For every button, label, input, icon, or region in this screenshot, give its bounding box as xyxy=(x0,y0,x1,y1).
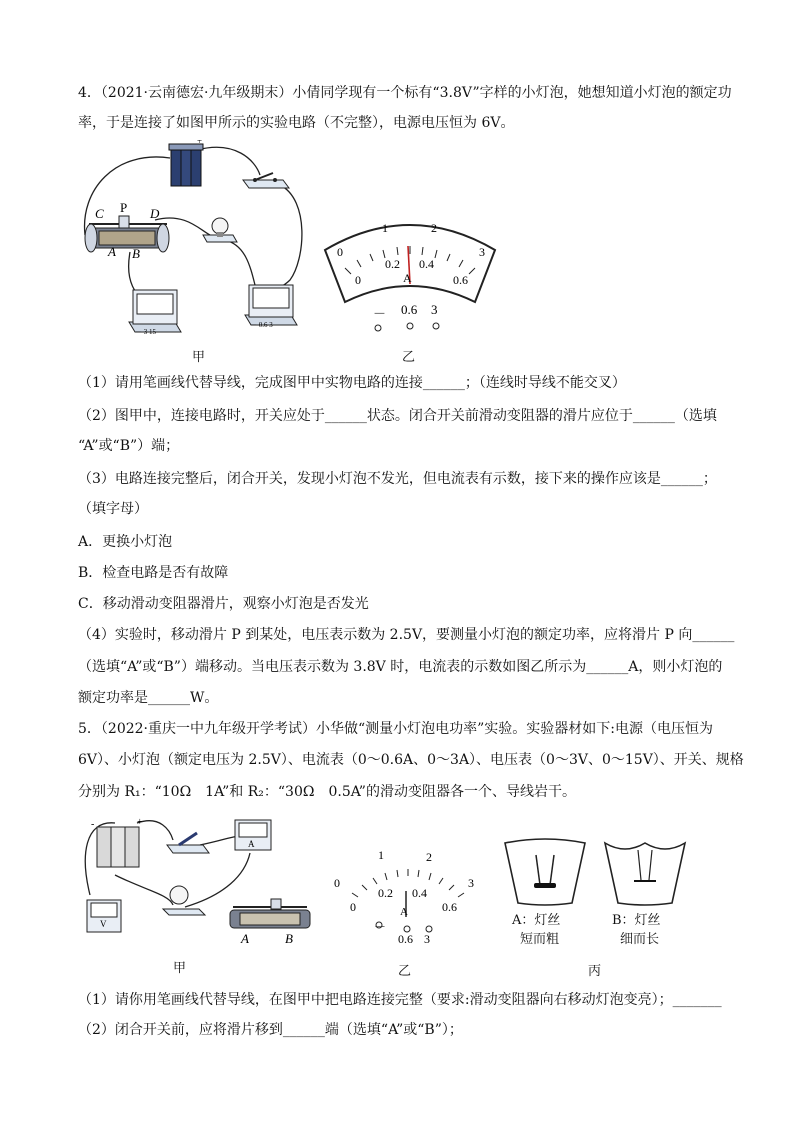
dial-bottom-1: 0.2 xyxy=(385,257,400,271)
q4-sub-4c: 额定功率是______W。 xyxy=(78,690,219,706)
bulb-b-caption-line-1: B：灯丝 xyxy=(612,913,661,928)
bulb-a-icon xyxy=(505,839,585,905)
label-c: C xyxy=(95,206,104,221)
q4-figure-jia xyxy=(75,140,310,340)
q5-stem-line-1: 5．（2022·重庆一中九年级开学考试）小华做“测量小灯泡电功率”实验。实验器材如下:电源（电压恒为 xyxy=(78,721,714,737)
label-p: P xyxy=(120,200,128,215)
q5-caption-bing: 丙 xyxy=(588,964,602,979)
terminal-06: 0.6 xyxy=(401,302,418,317)
q5-label-b: B xyxy=(285,931,293,946)
q5-terminal-3: 3 xyxy=(424,932,430,946)
q5-dial-bottom-1: 0.2 xyxy=(378,886,393,900)
q4-caption-jia: 甲 xyxy=(192,350,206,365)
q4-sub-3a: （3）电路连接完整后，闭合开关，发现小灯泡不发光，但电流表有示数，接下来的操作应该是______； xyxy=(78,471,717,487)
voltmeter-icon xyxy=(87,900,121,932)
q5-dial-top-1: 1 xyxy=(378,848,384,862)
bulb-a-caption-line-1: A：灯丝 xyxy=(512,913,561,928)
ammeter-icon xyxy=(245,285,297,329)
q4-caption-yi: 乙 xyxy=(402,350,416,365)
svg-text:+: + xyxy=(137,817,143,828)
q5-stem-line-2: 6V）、小灯泡（额定电压为 2.5V）、电流表（0～0.6A、0～3A）、电压表（0～3V、0～15V）、开关、规格 xyxy=(78,752,744,768)
bulb-b-icon xyxy=(605,843,685,905)
rheostat-icon xyxy=(85,200,169,261)
q4-option-c: C．移动滑动变阻器滑片，观察小灯泡是否发光 xyxy=(78,596,369,612)
q4-sub-4b: （选填“A”或“B”）端移动。当电压表示数为 3.8V 时，电流表的示数如图乙所示为______A，则小灯泡的 xyxy=(78,659,723,675)
q5-terminal-neg: － xyxy=(374,920,387,934)
voltmeter-icon xyxy=(129,290,181,336)
q5-dial-top-0: 0 xyxy=(334,876,340,890)
q4-sub-2a: （2）图甲中，连接电路时，开关应处于______状态。闭合开关前滑动变阻器的滑片应位于______（选填 xyxy=(78,408,717,424)
q5-caption-jia: 甲 xyxy=(173,961,187,976)
battery-icon xyxy=(169,140,203,186)
dial-scale-ticks xyxy=(352,869,464,897)
q5-label-a: A xyxy=(241,931,249,946)
dial-unit: A xyxy=(403,271,412,285)
q4-stem-line-2: 率，于是连接了如图甲所示的实验电路（不完整），电源电压恒为 6V。 xyxy=(78,115,515,131)
dial-top-1: 1 xyxy=(382,221,388,235)
bulb-b-caption-line-2: 细而长 xyxy=(620,932,660,947)
q4-sub-1: （1）请用笔画线代替导线，完成图甲中实物电路的连接______；（连线时导线不能交叉） xyxy=(78,375,626,391)
q5-caption-yi: 乙 xyxy=(398,964,412,979)
dial-top-0: 0 xyxy=(337,245,343,259)
bulb-icon xyxy=(203,218,237,242)
q4-figure-yi xyxy=(315,210,505,345)
q5-dial-unit: A xyxy=(400,906,408,918)
switch-icon xyxy=(167,833,209,853)
q4-option-b: B．检查电路是否有故障 xyxy=(78,565,229,581)
q5-sub-2: （2）闭合开关前，应将滑片移到______端（选填“A”或“B”）； xyxy=(78,1022,463,1038)
bulb-a-caption-line-2: 短而粗 xyxy=(520,932,560,947)
dial-bottom-3: 0.6 xyxy=(453,273,468,287)
ammeter-icon xyxy=(235,820,271,850)
q5-figure-jia xyxy=(75,815,320,950)
q5-voltmeter-label: V xyxy=(100,919,107,929)
dial-top-3: 3 xyxy=(479,245,485,259)
q4-stem-line-1: 4．（2021·云南德宏·九年级期末）小倩同学现有一个标有“3.8V”字样的小灯泡，她想知道小灯泡的额定功 xyxy=(78,85,732,101)
ammeter-scale: － 0.6 3 xyxy=(250,321,273,329)
q5-sub-1: （1）请你用笔画线代替导线，在图甲中把电路连接完整（要求:滑动变阻器向右移动灯泡变亮）；_______ xyxy=(78,992,722,1008)
q5-ammeter-label: A xyxy=(248,839,255,849)
svg-text:-: - xyxy=(91,819,95,830)
q5-dial-bottom-0: 0 xyxy=(350,900,356,914)
q4-sub-4a: （4）实验时，移动滑片 P 到某处，电压表示数为 2.5V，要测量小灯泡的额定功率，应将滑片 P 向______ xyxy=(78,627,735,643)
q4-sub-2b: “A”或“B”）端； xyxy=(78,438,180,454)
label-a: A xyxy=(108,244,116,259)
q4-sub-3b: （填字母） xyxy=(78,501,148,517)
battery-icon xyxy=(91,817,143,867)
q5-dial-top-2: 2 xyxy=(426,850,432,864)
label-d: D xyxy=(150,206,160,221)
label-b: B xyxy=(132,246,140,261)
q5-stem-line-3: 分别为 R₁：“10Ω 1A”和 R₂：“30Ω 0.5A”的滑动变阻器各一个、导线岩干。 xyxy=(78,784,576,800)
dial-top-2: 2 xyxy=(431,221,437,235)
q5-dial-bottom-2: 0.4 xyxy=(412,886,427,900)
terminal-neg: － xyxy=(373,306,387,321)
q5-figure-yi xyxy=(330,845,480,955)
q5-dial-top-3: 3 xyxy=(468,876,474,890)
rheostat-icon xyxy=(230,899,310,946)
q5-terminal-06: 0.6 xyxy=(398,932,413,946)
dial-bottom-0: 0 xyxy=(355,273,361,287)
q5-dial-bottom-3: 0.6 xyxy=(442,900,457,914)
q4-option-a: A．更换小灯泡 xyxy=(78,534,173,550)
dial-bottom-2: 0.4 xyxy=(419,257,434,271)
terminal-3: 3 xyxy=(431,302,438,317)
voltmeter-scale: － 3 15 xyxy=(135,328,156,336)
svg-text:+: + xyxy=(197,140,203,146)
switch-icon xyxy=(243,173,289,188)
